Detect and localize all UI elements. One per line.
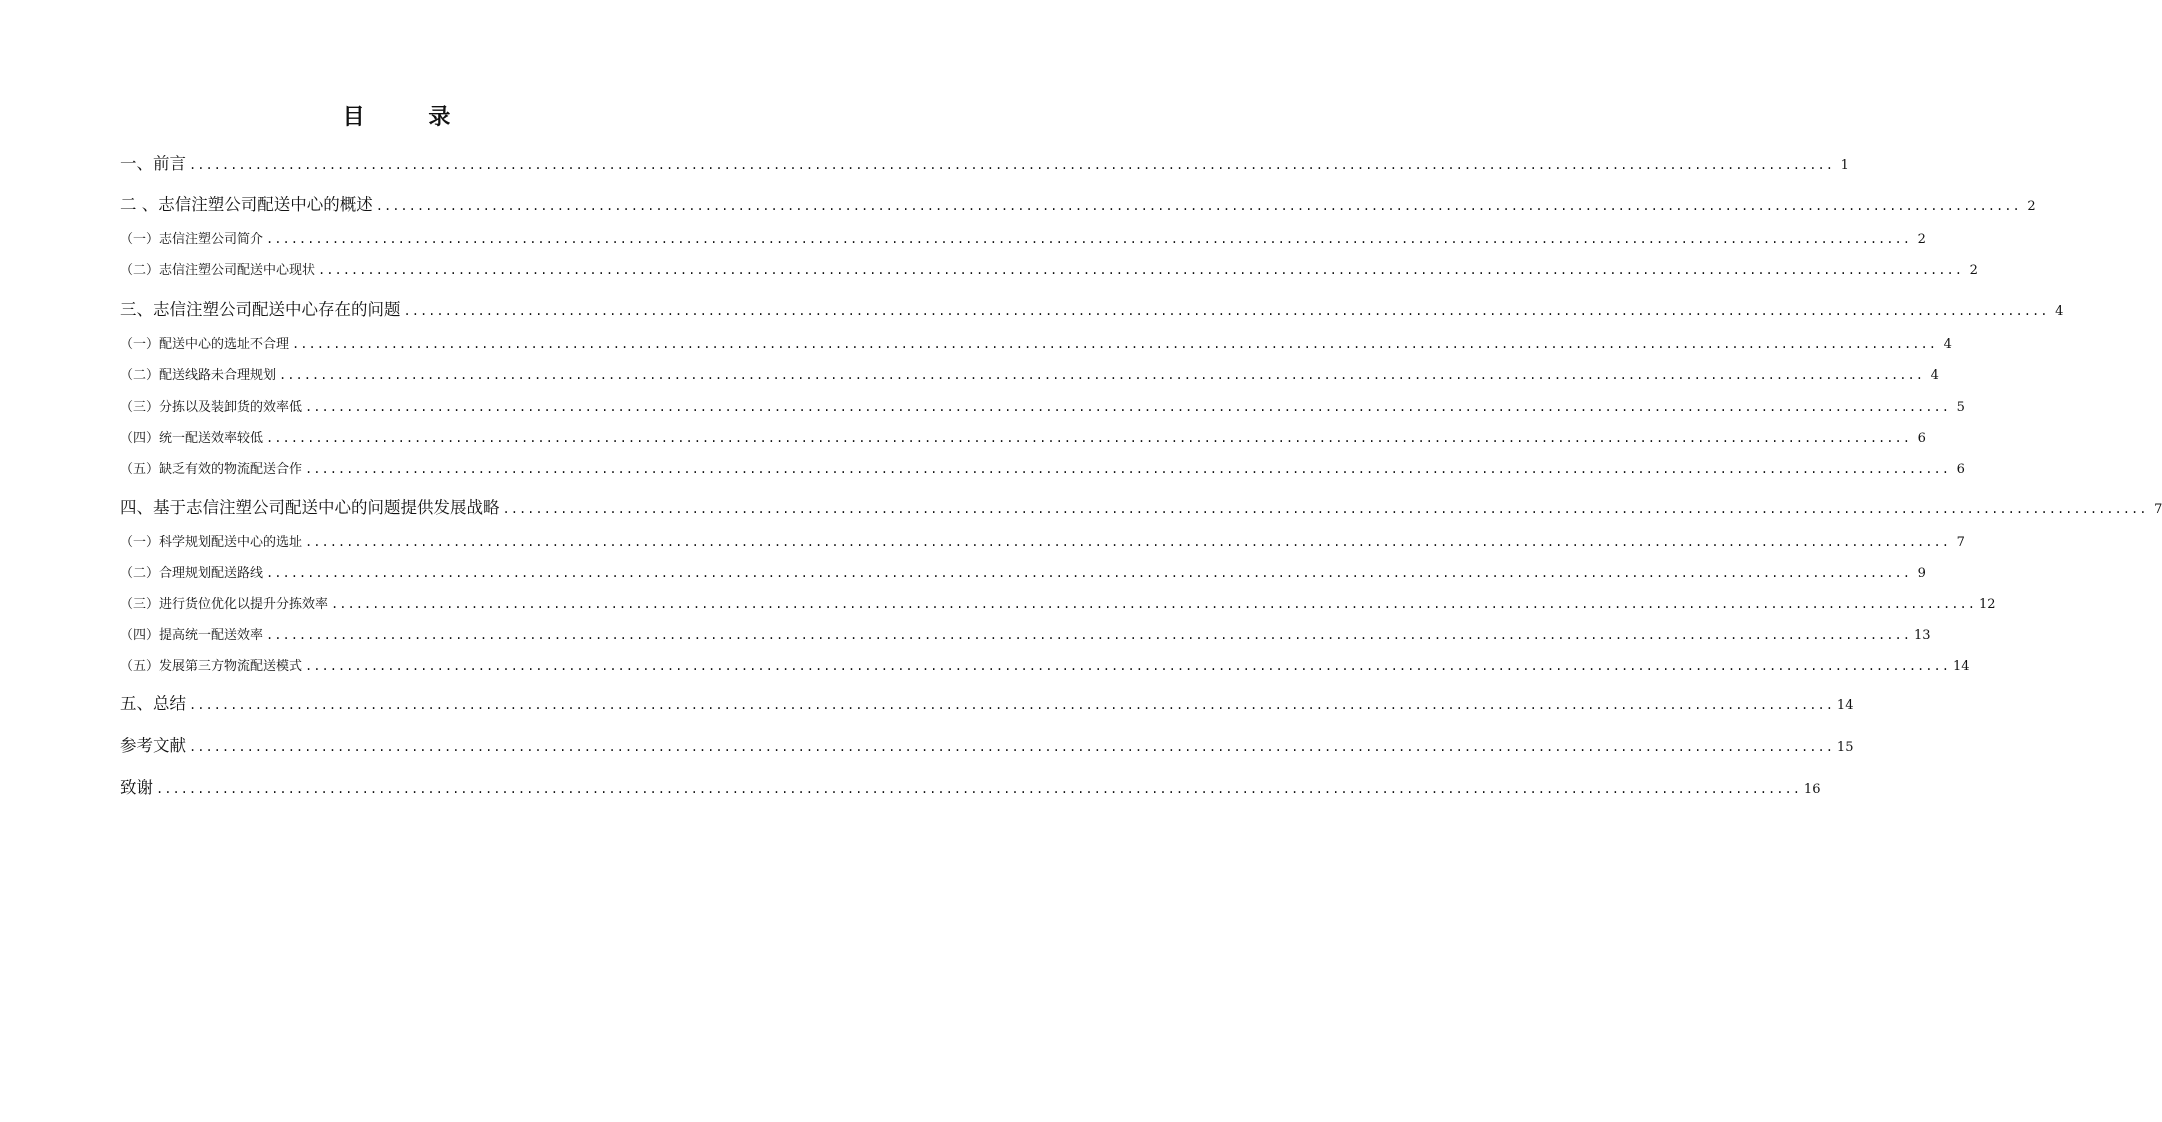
toc-entry-page-number: 2 (2027, 199, 2036, 214)
toc-entry-label: （三）进行货位优化以提升分拣效率 (120, 597, 329, 612)
toc-entry-page-number: 13 (1913, 628, 1931, 643)
toc-entry[interactable] (120, 562, 1926, 581)
toc-entry-label: （一）科学规划配送中心的选址 (120, 535, 303, 550)
toc-entry[interactable] (120, 690, 1854, 714)
toc-entry-label: 参考文献 (120, 736, 186, 755)
toc-entry-label: （四）统一配送效率较低 (120, 431, 264, 446)
toc-entry-label: 五、总结 (120, 694, 186, 713)
toc-dot-leader: ........................................................................................................................................................................................................ (266, 232, 1911, 246)
toc-entry-label: （五）缺乏有效的物流配送合作 (120, 462, 303, 477)
toc-entry-page-number: 6 (1956, 462, 1965, 477)
toc-dot-leader: ........................................................................................................................................................................................................ (266, 431, 1911, 445)
toc-entry-label: 三、志信注塑公司配送中心存在的问题 (120, 300, 401, 319)
toc-entry[interactable] (120, 732, 1854, 756)
toc-entry-page-number: 7 (2154, 502, 2162, 517)
toc-entry-page-number: 4 (1930, 368, 1939, 383)
toc-dot-leader: ........................................................................................................................................................................................................ (305, 535, 1950, 549)
toc-title: 目 录 (342, 104, 479, 130)
toc-entry-page-number: 12 (1978, 597, 1996, 612)
toc-entry-label: 一、前言 (120, 154, 186, 173)
toc-entry[interactable] (120, 593, 1996, 612)
toc-dot-leader: ........................................................................................................................................................................................................ (305, 659, 1950, 673)
toc-dot-leader: ........................................................................................................................................................................................................ (318, 263, 1963, 277)
toc-entry-page-number: 14 (1952, 659, 1970, 674)
toc-entry-label: 二 、志信注塑公司配送中心的概述 (120, 195, 373, 214)
toc-dot-leader: ........................................................................................................................................................................................................ (189, 158, 1834, 172)
toc-dot-leader: ........................................................................................................................................................................................................ (266, 566, 1911, 580)
toc-dot-leader: ........................................................................................................................................................................................................ (331, 597, 1976, 611)
toc-entry-label: （五）发展第三方物流配送模式 (120, 659, 303, 674)
toc-entry[interactable] (120, 531, 1965, 550)
toc-entry-page-number: 16 (1803, 782, 1821, 797)
toc-entry-label: （三）分拣以及装卸货的效率低 (120, 400, 303, 415)
toc-dot-leader: ........................................................................................................................................................................................................ (189, 740, 1834, 754)
toc-entry[interactable] (120, 624, 1931, 643)
toc-entry[interactable] (120, 458, 1965, 477)
toc-entry[interactable] (120, 191, 2036, 215)
toc-dot-leader: ........................................................................................................................................................................................................ (266, 628, 1911, 642)
toc-entry[interactable] (120, 655, 1970, 674)
toc-entry-label: （一）配送中心的选址不合理 (120, 337, 290, 352)
toc-dot-leader: ........................................................................................................................................................................................................ (292, 337, 1937, 351)
toc-entry[interactable] (120, 427, 1926, 446)
toc-dot-leader: ........................................................................................................................................................................................................ (305, 462, 1950, 476)
toc-entry-page-number: 9 (1917, 566, 1926, 581)
toc-dot-leader: ........................................................................................................................................................................................................ (156, 782, 1801, 796)
toc-entry[interactable] (120, 228, 1926, 247)
toc-entry[interactable] (120, 259, 1978, 278)
toc-entry-page-number: 4 (2055, 304, 2064, 319)
toc-entry[interactable] (120, 396, 1965, 415)
toc-entry[interactable] (120, 333, 1952, 352)
toc-entry-page-number: 2 (1917, 232, 1926, 247)
toc-dot-leader: ........................................................................................................................................................................................................ (502, 502, 2148, 516)
toc-entry[interactable] (120, 364, 1939, 383)
toc-entry[interactable] (120, 774, 1821, 798)
toc-entry-page-number: 4 (1943, 337, 1952, 352)
toc-entry-page-number: 7 (1956, 535, 1965, 550)
toc-entry-label: （二）合理规划配送路线 (120, 566, 264, 581)
toc-entry-page-number: 5 (1956, 400, 1965, 415)
toc-entry-page-number: 6 (1917, 431, 1926, 446)
toc-entry-label: （一）志信注塑公司简介 (120, 232, 264, 247)
toc-entry[interactable] (120, 494, 2162, 518)
toc-entry-page-number: 14 (1836, 698, 1854, 713)
toc-entry-label: （二）配送线路未合理规划 (120, 368, 277, 383)
toc-dot-leader: ........................................................................................................................................................................................................ (305, 400, 1950, 414)
toc-entry-page-number: 1 (1840, 158, 1849, 173)
toc-dot-leader: ........................................................................................................................................................................................................ (403, 304, 2049, 318)
toc-dot-leader: ........................................................................................................................................................................................................ (375, 199, 2021, 213)
toc-entry-label: （四）提高统一配送效率 (120, 628, 264, 643)
toc-dot-leader: ........................................................................................................................................................................................................ (279, 368, 1924, 382)
toc-entry[interactable] (120, 150, 1849, 174)
toc-entry-page-number: 2 (1969, 263, 1978, 278)
toc-entry-label: 致谢 (120, 778, 153, 797)
toc-entry[interactable] (120, 296, 2064, 320)
toc-entry-label: （二）志信注塑公司配送中心现状 (120, 263, 316, 278)
toc-dot-leader: ........................................................................................................................................................................................................ (189, 698, 1834, 712)
toc-entry-label: 四、基于志信注塑公司配送中心的问题提供发展战略 (120, 498, 500, 517)
toc-entry-page-number: 15 (1836, 740, 1854, 755)
